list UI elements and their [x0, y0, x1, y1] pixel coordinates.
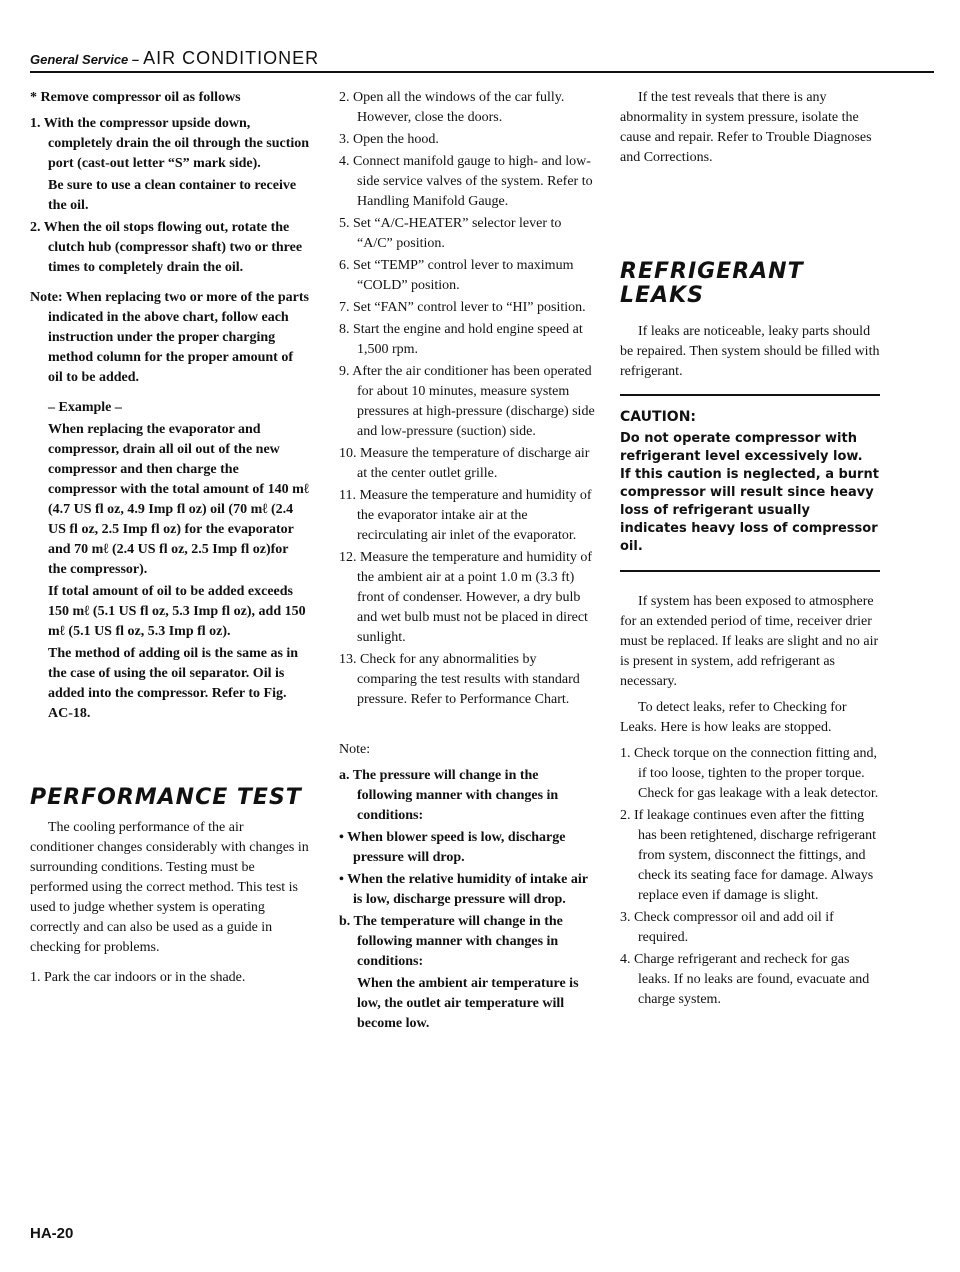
note-a: a. The pressure will change in the following manner with changes in conditions:	[339, 768, 559, 823]
perf-step: 7. Set “FAN” control lever to “HI” position.	[339, 300, 586, 315]
perf-step: 2. Open all the windows of the car fully. However, close the doors.	[339, 90, 565, 125]
perf-step: 8. Start the engine and hold engine speed at 1,500 rpm.	[339, 322, 583, 357]
caution-label: CAUTION:	[620, 409, 697, 425]
oil-step-1: 1. With the compressor upside down, completely drain the oil through the suction port (cast-out letter “S” mark side).	[30, 116, 310, 171]
performance-step-1: 1. Park the car indoors or in the shade.	[30, 970, 246, 985]
note-label: Note:	[339, 742, 371, 757]
leaks-intro: If leaks are noticeable, leaky parts should be repaired. Then system should be filled with refrigerant.	[620, 324, 880, 379]
performance-intro: The cooling performance of the air conditioner changes considerably with changes in surrounding conditions. Testing must be performed using the correct method. This test is used to judge whether system is operating correctly and can also be used as a guide in checking for problems.	[30, 820, 309, 955]
oil-step-1-note: Be sure to use a clean container to receive the oil.	[48, 178, 297, 213]
perf-step: 13. Check for any abnormalities by comparing the test results with standard pressure. Refer to Performance Chart.	[339, 652, 580, 707]
heading-line-1: REFRIGERANT	[620, 259, 804, 284]
leak-step: 4. Charge refrigerant and recheck for gas leaks. If no leaks are found, evacuate and charge system.	[620, 952, 870, 1007]
page-header	[30, 48, 934, 73]
note-bullet-1: • When blower speed is low, discharge pressure will drop.	[339, 830, 566, 865]
perf-step: 6. Set “TEMP” control lever to maximum “COLD” position.	[339, 258, 574, 293]
caution-box	[620, 394, 880, 572]
oil-note: Note: When replacing two or more of the parts indicated in the above chart, follow each instruction under the proper charging method column for the proper amount of oil to be added.	[30, 290, 309, 385]
leak-step: 3. Check compressor oil and add oil if required.	[620, 910, 834, 945]
exposed-paragraph: If system has been exposed to atmosphere for an extended period of time, receiver drier must be replaced. If leaks are slight and no air is present in system, add refrigerant as necessary.	[620, 594, 879, 689]
page-number: HA-20	[30, 1225, 74, 1242]
detect-paragraph: To detect leaks, refer to Checking for Leaks. Here is how leaks are stopped.	[620, 700, 847, 735]
column-3	[620, 88, 880, 1012]
caution-text-1: Do not operate compressor with refrigerant level excessively low.	[620, 431, 863, 464]
note-b: b. The temperature will change in the following manner with changes in conditions:	[339, 914, 563, 969]
example-paragraph-2: If total amount of oil to be added exceeds 150 mℓ (5.1 US fl oz, 5.3 Imp fl oz), add 150 mℓ (5.1 US fl oz, 5.3 Imp fl oz).	[48, 584, 306, 639]
performance-test-heading: PERFORMANCE TEST	[30, 785, 302, 810]
test-result-paragraph: If the test reveals that there is any abnormality in system pressure, isolate the cause and repair. Refer to Trouble Diagnoses and Corrections.	[620, 90, 872, 165]
perf-step: 4. Connect manifold gauge to high- and low-side service valves of the system. Refer to Handling Manifold Gauge.	[339, 154, 593, 209]
refrigerant-leaks-heading	[620, 260, 880, 308]
oil-removal-heading: * Remove compressor oil as follows	[30, 90, 241, 105]
perf-step: 11. Measure the temperature and humidity of the evaporator intake air at the recirculating air inlet of the evaporator.	[339, 488, 592, 543]
leak-step: 2. If leakage continues even after the fitting has been retightened, discharge refrigerant from system, disconnect the fittings, and check its seating face for damage. Always replace even if damage is slight.	[620, 808, 877, 903]
perf-step: 10. Measure the temperature of discharge air at the center outlet grille.	[339, 446, 590, 481]
perf-step: 5. Set “A/C-HEATER” selector lever to “A/C” position.	[339, 216, 562, 251]
leak-step: 1. Check torque on the connection fitting and, if too loose, tighten to the proper torque. Check for gas leakage with a leak detector.	[620, 746, 879, 801]
example-paragraph-1: When replacing the evaporator and compressor, drain all oil out of the new compressor and then charge the compressor with the total amount of 140 mℓ (4.7 US fl oz, 4.9 Imp fl oz) oil (70 mℓ (2.4 US fl oz, 2.5 Imp fl oz) for the evaporator and 70 mℓ (2.4 US fl oz, 2.5 Imp fl oz)for the compressor).	[48, 422, 309, 577]
example-paragraph-3: The method of adding oil is the same as in the case of using the oil separator. Oil is added into the compressor. Refer to Fig. AC-18.	[48, 646, 299, 721]
perf-step: 9. After the air conditioner has been operated for about 10 minutes, measure system pressures at high-pressure (discharge) side and low-pressure (suction) side.	[339, 364, 595, 439]
note-b-detail: When the ambient air temperature is low, the outlet air temperature will become low.	[357, 976, 579, 1031]
column-2	[339, 88, 597, 1036]
column-1	[30, 88, 310, 990]
perf-step: 12. Measure the temperature and humidity of the ambient air at a point 1.0 m (3.3 ft) front of condenser. However, a dry bulb and wet bulb must not be placed in direct sunlight.	[339, 550, 593, 645]
section-label: General Service –	[30, 52, 140, 67]
perf-step: 3. Open the hood.	[339, 132, 439, 147]
caution-text-2: If this caution is neglected, a burnt compressor will result since heavy loss of refrigerant usually indicates heavy loss of compressor oil.	[620, 467, 879, 554]
oil-step-2: 2. When the oil stops flowing out, rotate the clutch hub (compressor shaft) two or three times to completely drain the oil.	[30, 220, 303, 275]
heading-line-2: LEAKS	[620, 283, 704, 308]
example-label: – Example –	[48, 400, 122, 415]
page-title: AIR CONDITIONER	[143, 48, 320, 68]
note-bullet-2: • When the relative humidity of intake air is low, discharge pressure will drop.	[339, 872, 588, 907]
